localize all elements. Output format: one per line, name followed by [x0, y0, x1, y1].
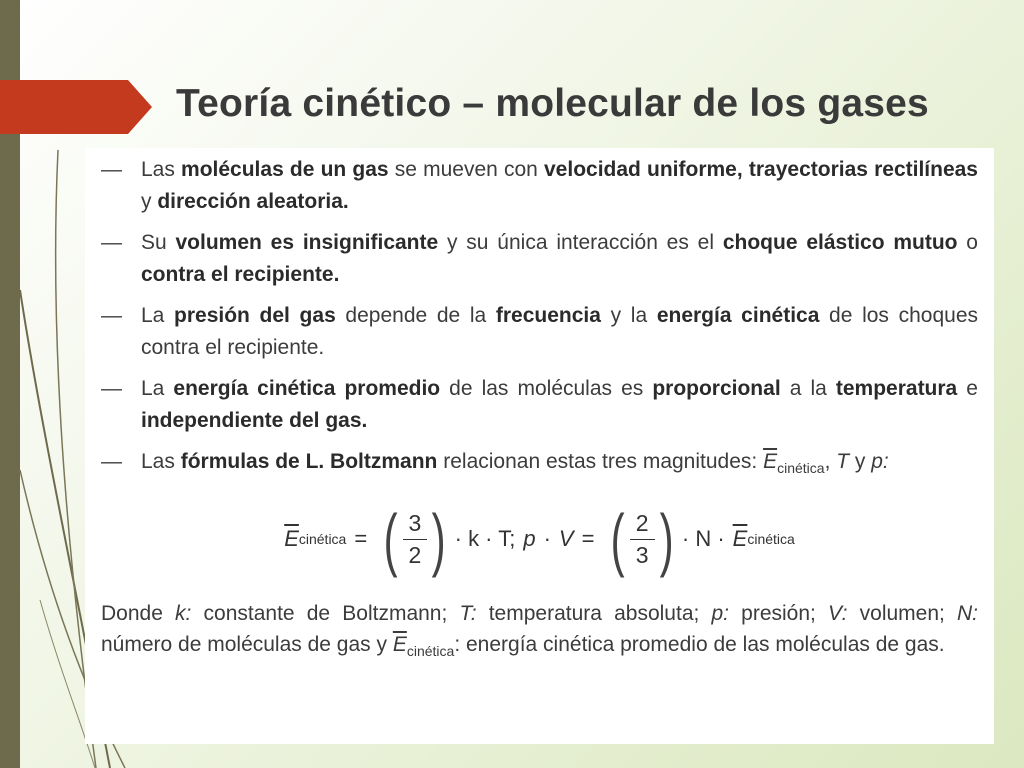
energy-symbol: $\overline{E}$: [763, 450, 778, 473]
text-segment: o: [957, 231, 978, 254]
text-segment: volumen;: [847, 602, 957, 625]
bold-segment: frecuencia: [495, 304, 601, 327]
text-segment: depende de la: [335, 304, 496, 327]
text-segment: ,: [824, 450, 837, 473]
bold-segment: volumen es insignificante: [175, 231, 439, 254]
bullet-marker: —: [101, 377, 122, 400]
energy-symbol: $\overline{E}$: [284, 526, 299, 551]
volume-symbol: V: [558, 526, 574, 551]
bullet-marker: —: [101, 158, 122, 181]
bullet-text: [141, 154, 978, 218]
symbol-v: V:: [828, 602, 848, 625]
bold-segment: velocidad uniforme, trayectorias rectilíneas: [544, 158, 978, 181]
pressure-symbol: p:: [871, 450, 889, 473]
text-segment: relacionan estas tres magnitudes:: [437, 450, 764, 473]
bullet-marker: —: [101, 450, 122, 473]
bold-segment: contra el recipiente.: [141, 263, 340, 286]
symbol-t: T:: [459, 602, 477, 625]
energy-subscript: cinética: [298, 531, 347, 547]
text-segment: se mueven con: [388, 158, 544, 181]
fraction-numerator: 3: [403, 510, 428, 540]
symbol-n: N:: [957, 602, 978, 625]
fraction-denominator: 3: [635, 541, 649, 568]
bullet-item: [101, 373, 978, 437]
energy-subscript: cinética: [747, 531, 795, 547]
title-arrow-shape: [0, 80, 152, 134]
bullet-marker: —: [101, 304, 122, 327]
text-segment: y su única interacción es el: [438, 231, 723, 254]
left-paren: (: [383, 500, 398, 578]
pressure-symbol: p: [523, 526, 536, 551]
bold-segment: dirección aleatoria.: [157, 190, 349, 213]
bullet-marker: —: [101, 231, 122, 254]
text-segment: Las: [141, 158, 182, 181]
bullet-boltzmann: [101, 446, 978, 484]
text-segment: : energía cinética promedio de las moléculas de gas.: [454, 633, 945, 656]
text-segment: de los choques contra el recipiente.: [141, 304, 978, 359]
bullet-text: [141, 373, 978, 437]
temperature-symbol: T: [836, 450, 850, 473]
equals-sign: =: [581, 526, 595, 551]
text-segment: La: [141, 377, 174, 400]
text-segment: a la: [780, 377, 836, 400]
definitions-note: [101, 598, 978, 667]
symbol-p: p:: [711, 602, 729, 625]
text-segment: de las moléculas es: [440, 377, 653, 400]
energy-symbol: $\overline{E}$: [732, 526, 748, 551]
bold-segment: choque elástico mutuo: [722, 231, 958, 254]
boltzmann-formula: [101, 502, 978, 576]
text-segment: presión;: [729, 602, 829, 625]
bullet-item: [101, 227, 978, 291]
bullet-list: [101, 154, 978, 437]
formula-kt: · k · T;: [454, 526, 516, 551]
text-segment: e: [957, 377, 978, 400]
text-segment: y la: [600, 304, 657, 327]
text-segment: y: [849, 450, 872, 473]
content-box: [85, 148, 994, 744]
dot-operator: ·: [543, 526, 551, 551]
right-paren: ): [659, 500, 674, 578]
bold-segment: moléculas de un gas: [181, 158, 389, 181]
energy-symbol: $\overline{E}$: [392, 633, 407, 656]
text-segment: constante de Boltzmann;: [191, 602, 460, 625]
text-segment: La: [141, 304, 175, 327]
text-segment: temperatura absoluta;: [476, 602, 712, 625]
bold-segment: energía cinética promedio: [173, 377, 441, 400]
bullet-text: [141, 227, 978, 291]
text-segment: y: [141, 190, 158, 213]
bold-segment: presión del gas: [174, 304, 336, 327]
bold-segment: energía cinética: [656, 304, 820, 327]
slide-title: Teoría cinético – molecular de los gases: [176, 82, 929, 125]
bold-segment: independiente del gas.: [141, 409, 368, 432]
fraction-numerator: 2: [630, 510, 655, 540]
bold-segment: fórmulas de L. Boltzmann: [180, 450, 438, 473]
right-paren: ): [431, 500, 446, 578]
text-segment: Las: [141, 450, 181, 473]
bullet-item: [101, 300, 978, 364]
text-segment: Donde: [101, 602, 176, 625]
fraction-denominator: 2: [408, 541, 422, 568]
left-paren: (: [611, 500, 626, 578]
bullet-text: [141, 446, 978, 484]
fraction-three-halves: [379, 500, 450, 578]
symbol-k: k:: [175, 602, 192, 625]
energy-subscript: cinética: [777, 460, 825, 476]
bold-segment: temperatura: [835, 377, 958, 400]
formula-n: · N ·: [681, 526, 725, 551]
fraction-two-thirds: [606, 500, 677, 578]
bold-segment: proporcional: [652, 377, 781, 400]
equals-sign: =: [354, 526, 368, 551]
bullet-text: [141, 300, 978, 364]
bullet-item: [101, 154, 978, 218]
text-segment: número de moléculas de gas y: [101, 633, 393, 656]
text-segment: Su: [141, 231, 176, 254]
energy-subscript: cinética: [406, 643, 455, 659]
